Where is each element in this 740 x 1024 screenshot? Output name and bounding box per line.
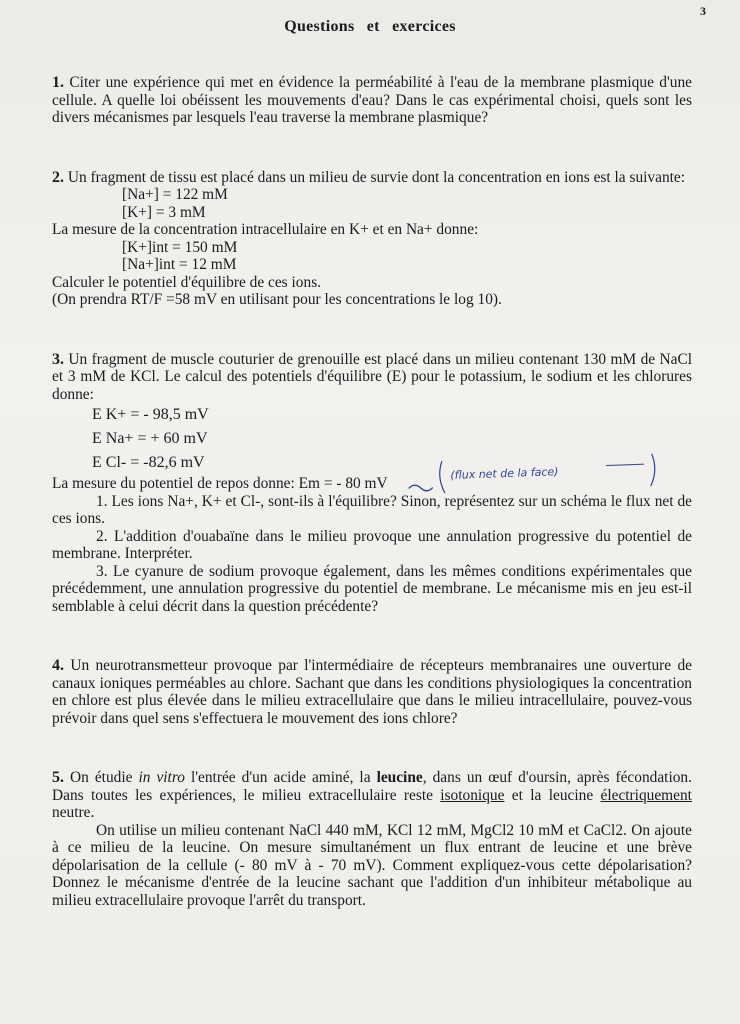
- k-int-value: [K+]int = 150 mM: [122, 238, 238, 256]
- question-2-intro: Un fragment de tissu est placé dans un milieu de survie dont la concentration en ions est la suivante:: [67, 168, 686, 186]
- page-title: Questions et exercices: [284, 18, 456, 35]
- question-2: [52, 169, 692, 309]
- question-1: [52, 74, 692, 127]
- question-2-note: (On prendra RT/F =58 mV en utilisant pour les concentrations le log 10).: [52, 291, 502, 308]
- ek-value: E K+ = - 98,5 mV: [92, 406, 209, 423]
- question-5-paragraph-1: [52, 769, 692, 822]
- ena-value: E Na+ = + 60 mV: [92, 430, 208, 447]
- k-ext-value: [K+] = 3 mM: [122, 203, 206, 221]
- question-2-intro-line: [52, 169, 692, 187]
- question-2-measure: La mesure de la concentration intracellulaire en K+ et en Na+ donne:: [52, 221, 479, 238]
- q5-text-a: On étudie: [70, 769, 133, 786]
- handwritten-note-text: (flux net de la face): [450, 465, 559, 482]
- na-int-value: [Na+]int = 12 mM: [122, 256, 237, 273]
- question-3-number: 3.: [52, 350, 64, 368]
- q5-text-d: et la leucine: [511, 786, 594, 804]
- question-5-number: 5.: [52, 769, 64, 786]
- question-3-item-1: 1. Les ions Na+, K+ et Cl-, sont-ils à l'équilibre? Sinon, représentez sur un schéma le flux net de ces ions.: [52, 492, 692, 527]
- question-3-intro-line: [52, 351, 692, 404]
- q5-text-b: l'entrée d'un acide aminé, la: [190, 769, 371, 786]
- q5-isotonique: isotonique: [440, 786, 505, 804]
- q5-text-c: , dans un œuf d'oursin, après fécondation. Dans toutes les expériences, le milieu extracellulaire reste: [52, 769, 692, 804]
- question-4: [52, 657, 692, 727]
- q5-leucine: leucine: [376, 769, 423, 786]
- question-3-intro: Un fragment de muscle couturier de grenouille est placé dans un milieu contenant 130 mM de NaCl et 3 mM de KCl. Le calcul des potentiels d'équilibre (E) pour le potassium, le sodium et les chlorures donne:: [52, 350, 692, 403]
- q5-text-e: neutre.: [52, 804, 95, 821]
- ecl-value: E Cl- = -82,6 mV: [92, 454, 205, 471]
- question-2-ask: Calculer le potentiel d'équilibre de ces ions.: [52, 273, 322, 291]
- question-5: [52, 769, 692, 909]
- question-1-number: 1.: [52, 74, 64, 91]
- question-3-item-2: 2. L'addition d'ouabaïne dans le milieu provoque une annulation progressive du potentiel de membrane. Interpréter.: [52, 527, 692, 562]
- resting-potential: La mesure du potentiel de repos donne: Em = - 80 mV: [52, 475, 388, 492]
- na-ext-value: [Na+] = 122 mM: [122, 186, 228, 203]
- question-3-item-3: 3. Le cyanure de sodium provoque également, dans les mêmes conditions expérimentales que précédemment, une annulation progressive du potentiel de membrane. Le mécanisme mis en jeu est-il semblable à celui décrit dans la question précédente?: [52, 562, 692, 615]
- q5-in-vitro: in vitro: [138, 769, 185, 786]
- page-number: 3: [700, 4, 706, 18]
- q5-electriquement: électriquement: [600, 786, 692, 804]
- question-4-text: Un neurotransmetteur provoque par l'intermédiaire de récepteurs membranaires une ouverture de canaux ioniques perméables au chlore. Sachant que dans les conditions physiologiques la concentration en chlore est plus élevée dans le milieu extracellulaire que dans le milieu intracellulaire, pouvez-vous prévoir dans quel sens s'effectuera le mouvement des ions chlore?: [52, 657, 692, 727]
- question-2-number: 2.: [52, 168, 64, 186]
- question-5-paragraph-2: On utilise un milieu contenant NaCl 440 mM, KCl 12 mM, MgCl2 10 mM et CaCl2. On ajoute à ce milieu de la leucine. On mesure simultanément un flux entrant de leucine et une brève dépolarisation de la cellule (- 80 mV à - 70 mV). Comment expliquez-vous cette dépolarisation? Donnez le mécanisme d'entrée de la leucine sachant que l'addition d'un inhibiteur métabolique au milieu extracellulaire provoque l'arrêt du transport.: [52, 821, 692, 909]
- question-4-number: 4.: [52, 657, 64, 674]
- question-1-text: Citer une expérience qui met en évidence la perméabilité à l'eau de la membrane plasmique d'une cellule. A quelle loi obéissent les mouvements d'eau? Dans le cas expérimental choisi, quels sont les divers mécanismes par lesquels l'eau traverse la membrane plasmique?: [52, 74, 692, 126]
